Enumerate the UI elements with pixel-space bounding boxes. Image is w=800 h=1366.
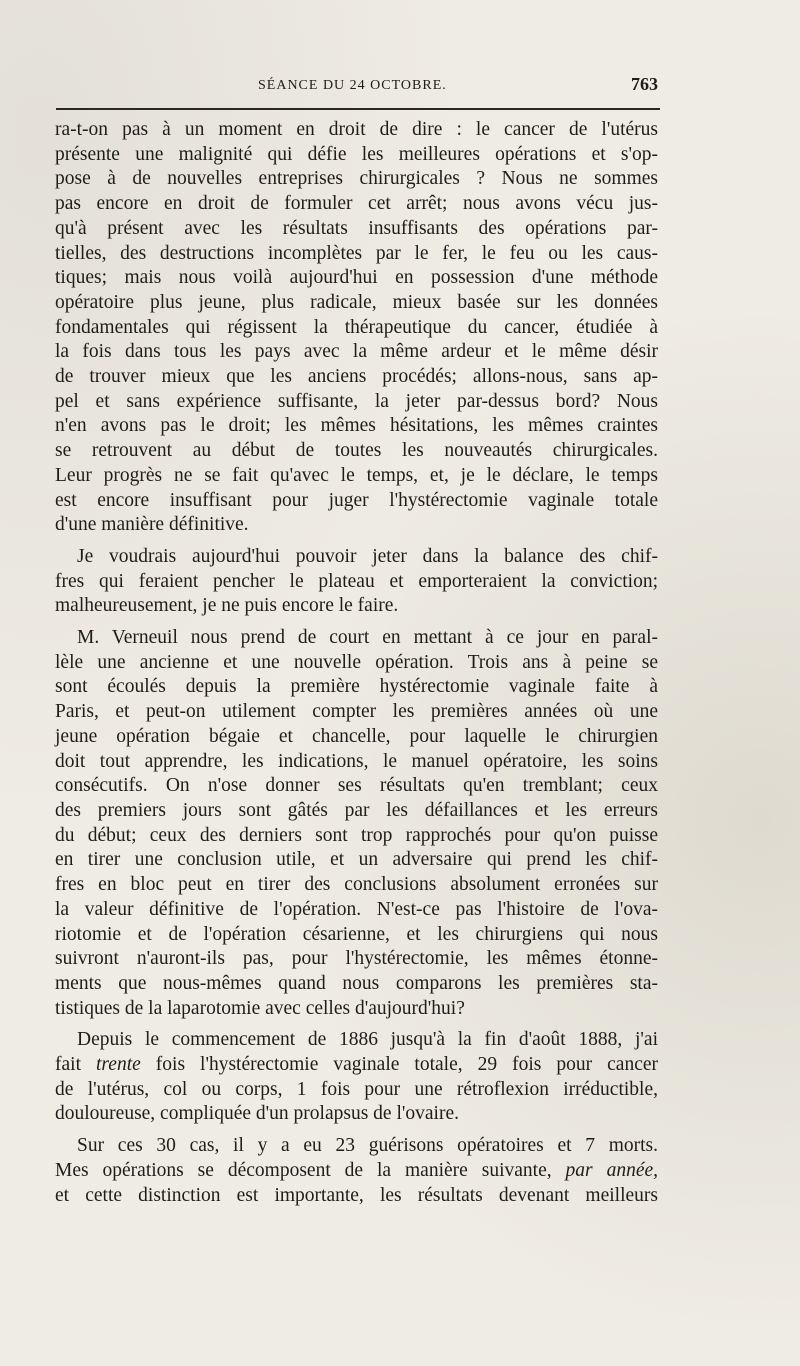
paragraph-1 xyxy=(55,118,658,538)
text-line: ra-t-on pas à un moment en droit de dire : le cancer de l'utérus xyxy=(55,119,658,140)
text-line: du début; ceux des derniers sont trop rapprochés pour qu'on puisse xyxy=(55,824,658,846)
text-line xyxy=(55,1053,658,1078)
text-line: Je voudrais aujourd'hui pouvoir jeter dans la balance des chif- xyxy=(77,545,658,567)
text-line: d'une manière définitive. xyxy=(55,514,249,536)
text-line: de l'utérus, col ou corps, 1 fois pour une rétroflexion irréductible, xyxy=(55,1078,658,1100)
text-line: la valeur définitive de l'opération. N'est-ce pas l'histoire de l'ova- xyxy=(55,898,658,920)
header-rule xyxy=(56,108,660,110)
text-segment: fait xyxy=(55,1054,81,1076)
running-title: SÉANCE DU 24 OCTOBRE. xyxy=(258,78,447,93)
text-line: suivront n'auront-ils pas, pour l'hystérectomie, les mêmes étonne- xyxy=(55,948,658,970)
text-line: et cette distinction est importante, les résultats devenant meilleurs xyxy=(55,1184,658,1206)
text-line: lèle une ancienne et une nouvelle opération. Trois ans à peine se xyxy=(55,651,658,673)
text-line: Paris, et peut-on utilement compter les premières années où une xyxy=(55,701,658,723)
text-line: M. Verneuil nous prend de court en mettant à ce jour en paral- xyxy=(77,627,658,649)
text-line: pel et sans expérience suffisante, la jeter par-dessus bord? Nous xyxy=(55,390,658,412)
text-line: tistiques de la laparotomie avec celles d'aujourd'hui? xyxy=(55,997,465,1019)
text-line: consécutifs. On n'ose donner ses résultats qu'en tremblant; ceux xyxy=(55,775,658,797)
text-line: tielles, des destructions incomplètes par le fer, le feu ou les caus- xyxy=(55,242,658,264)
text-segment: fois l'hystérectomie vaginale totale, 29 fois pour cancer xyxy=(155,1054,659,1076)
text-line: la fois dans tous les pays avec la même ardeur et le même désir xyxy=(55,341,658,363)
text-line: tiques; mais nous voilà aujourd'hui en possession d'une méthode xyxy=(55,267,658,289)
emphasis-par-annee: par année, xyxy=(565,1159,659,1181)
page-header xyxy=(58,74,658,100)
text-line: ments que nous-mêmes quand nous comparons les premières sta- xyxy=(55,972,658,994)
text-line: pas encore en droit de formuler cet arrêt; nous avons vécu jus- xyxy=(55,193,658,215)
paragraph-4 xyxy=(55,1028,658,1127)
paragraph-5 xyxy=(55,1134,658,1208)
text-line: fres qui feraient pencher le plateau et emporteraient la conviction; xyxy=(55,570,658,592)
text-line: douloureuse, compliquée d'un prolapsus de l'ovaire. xyxy=(55,1103,459,1125)
text-line: fres en bloc peut en tirer des conclusions absolument erronées sur xyxy=(55,874,658,896)
text-line: opératoire plus jeune, plus radicale, mieux basée sur les données xyxy=(55,291,658,313)
body-text xyxy=(55,118,658,1208)
text-line xyxy=(55,1159,658,1184)
page-number: 763 xyxy=(631,74,658,94)
paragraph-2 xyxy=(55,545,658,619)
text-line: est encore insuffisant pour juger l'hystérectomie vaginale totale xyxy=(55,489,658,511)
text-line: de trouver mieux que les anciens procédés; allons-nous, sans ap- xyxy=(55,366,658,388)
paragraph-3 xyxy=(55,626,658,1021)
text-line: des premiers jours sont gâtés par les défaillances et les erreurs xyxy=(55,799,658,821)
text-line: malheureusement, je ne puis encore le faire. xyxy=(55,595,399,617)
text-line: jeune opération bégaie et chancelle, pour laquelle le chirurgien xyxy=(55,725,658,747)
text-segment: Mes opérations se décomposent de la manière suivante, xyxy=(55,1159,552,1181)
emphasis-trente: trente xyxy=(96,1054,141,1076)
text-line: en tirer une conclusion utile, et un adversaire qui prend les chif- xyxy=(55,849,658,871)
text-line: riotomie et de l'opération césarienne, et les chirurgiens qui nous xyxy=(55,923,658,945)
text-line: n'en avons pas le droit; les mêmes hésitations, les mêmes craintes xyxy=(55,415,658,437)
text-line: doit tout apprendre, les indications, le manuel opératoire, les soins xyxy=(55,750,658,772)
text-line: Sur ces 30 cas, il y a eu 23 guérisons opératoires et 7 morts. xyxy=(77,1135,658,1157)
text-line: Depuis le commencement de 1886 jusqu'à la fin d'août 1888, j'ai xyxy=(77,1029,658,1051)
text-line: se retrouvent au début de toutes les nouveautés chirurgicales. xyxy=(55,440,658,462)
text-line: sont écoulés depuis la première hystérectomie vaginale faite à xyxy=(55,676,658,698)
text-line: présente une malignité qui défie les meilleures opérations et s'op- xyxy=(55,143,658,165)
text-line: pose à de nouvelles entreprises chirurgicales ? Nous ne sommes xyxy=(55,168,658,190)
text-line: Leur progrès ne se fait qu'avec le temps, et, je le déclare, le temps xyxy=(55,464,658,486)
text-line: fondamentales qui régissent la thérapeutique du cancer, étudiée à xyxy=(55,316,658,338)
text-line: qu'à présent avec les résultats insuffisants des opérations par- xyxy=(55,217,658,239)
